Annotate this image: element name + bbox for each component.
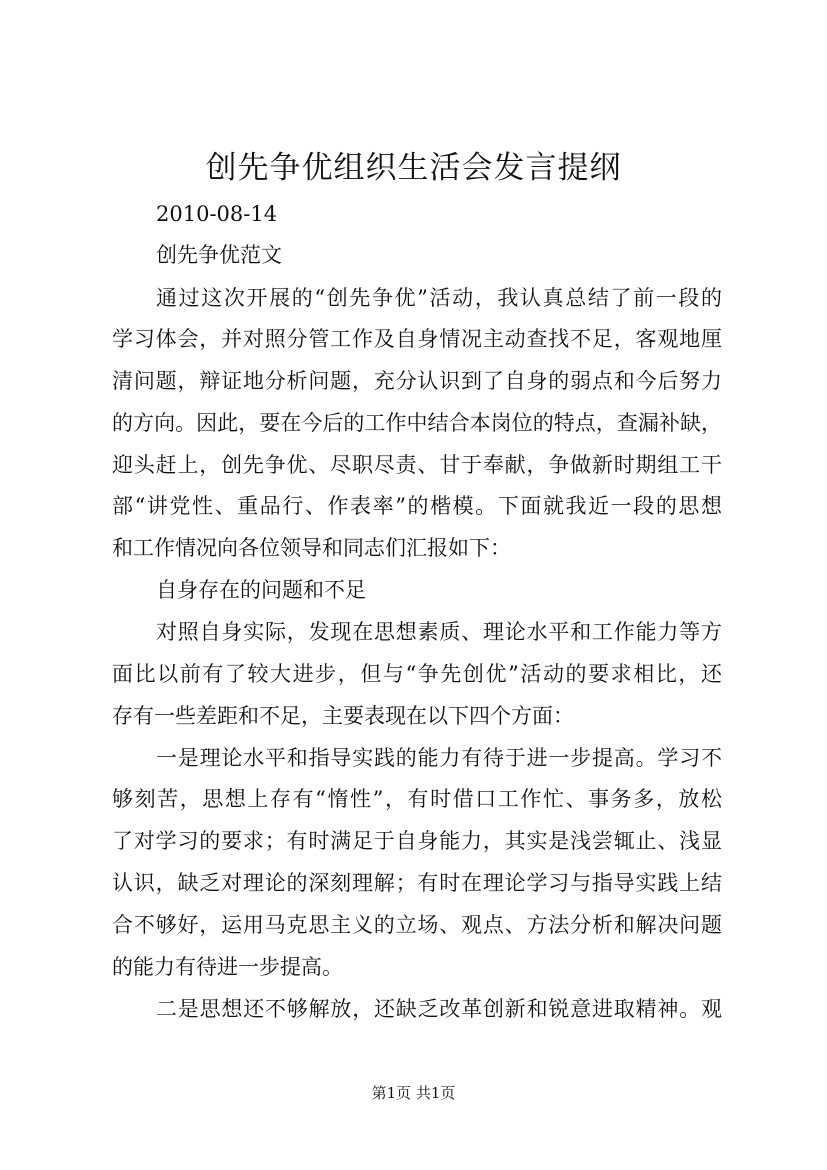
- document-date: 2010-08-14: [156, 202, 278, 226]
- paragraph-line: 存有一些差距和不足，主要表现在以下四个方面：: [112, 704, 574, 728]
- paragraph-line: 认识，缺乏对理论的深刻理解；有时在理论学习与指导实践上结: [112, 871, 722, 895]
- page-number: 第1页 共1页: [371, 1084, 456, 1102]
- paragraph-line: 了对学习的要求；有时满足于自身能力，其实是浅尝辄止、浅显: [112, 829, 722, 853]
- paragraph-line: 和工作情况向各位领导和同志们汇报如下：: [112, 536, 511, 560]
- paragraph-line: 清问题，辩证地分析问题，充分认识到了自身的弱点和今后努力: [112, 369, 722, 393]
- paragraph-line: 够刻苦，思想上存有“惰性”，有时借口工作忙、事务多，放松: [112, 787, 722, 811]
- paragraph-line: 通过这次开展的“创先争优”活动，我认真总结了前一段的: [156, 286, 722, 310]
- paragraph-line: 的能力有待进一步提高。: [112, 955, 343, 979]
- paragraph-line: 部“讲党性、重品行、作表率”的楷模。下面就我近一段的思想: [112, 494, 722, 518]
- paragraph-line: 面比以前有了较大进步，但与“争先创优”活动的要求相比，还: [112, 662, 722, 686]
- paragraph-line: 合不够好，运用马克思主义的立场、观点、方法分析和解决问题: [112, 913, 722, 937]
- document-title: 创先争优组织生活会发言提纲: [205, 150, 622, 186]
- paragraph-line: 迎头赶上，创先争优、尽职尽责、甘于奉献，争做新时期组工干: [112, 453, 722, 477]
- paragraph-line: 二是思想还不够解放，还缺乏改革创新和锐意进取精神。观: [156, 997, 722, 1021]
- document-category: 创先争优范文: [156, 243, 282, 267]
- paragraph-line: 一是理论水平和指导实践的能力有待于进一步提高。学习不: [156, 746, 722, 770]
- paragraph-line: 对照自身实际，发现在思想素质、理论水平和工作能力等方: [156, 620, 722, 644]
- section-heading: 自身存在的问题和不足: [156, 578, 366, 602]
- paragraph-line: 的方向。因此，要在今后的工作中结合本岗位的特点，查漏补缺，: [112, 411, 722, 435]
- paragraph-line: 学习体会，并对照分管工作及自身情况主动查找不足，客观地厘: [112, 327, 722, 351]
